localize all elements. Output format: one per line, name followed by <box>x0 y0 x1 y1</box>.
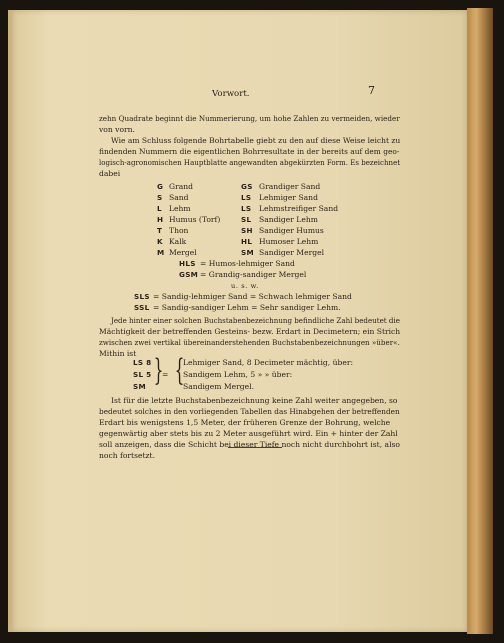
abbrev-code: HL <box>241 237 253 246</box>
section-divider <box>228 447 282 448</box>
page-number: 7 <box>368 84 375 97</box>
abbrev-meaning: Kalk <box>169 237 187 246</box>
compound-meaning: = Humos-lehmiger Sand <box>200 259 295 268</box>
right-brace-glyph: } <box>153 353 164 388</box>
text-line: zwischen zwei vertikal übereinanderstehenden Buchstabenbezeichnungen »über«. <box>99 338 400 347</box>
usw-note: u. s. w. <box>231 282 259 290</box>
equivalence-meaning: = Sandig-sandiger Lehm = Sehr sandiger Lehm. <box>153 303 341 312</box>
book-spine <box>467 8 493 634</box>
text-line: bedeutet solches in den vorliegenden Tabellen das Hinabgehen der betreffenden <box>99 407 400 416</box>
abbrev-meaning: Thon <box>169 226 189 235</box>
abbrev-meaning: Grand <box>169 182 193 191</box>
abbrev-meaning: Lehmstreifiger Sand <box>259 204 339 213</box>
text-line: Jede hinter einer solchen Buchstabenbezeichnung befindliche Zahl bedeutet die <box>111 316 400 325</box>
abbrev-code: SH <box>241 226 253 235</box>
abbrev-meaning: Lehmiger Sand <box>259 193 318 202</box>
text-line: Mithin ist <box>99 349 137 358</box>
compound-meaning: = Grandig-sandiger Mergel <box>200 270 307 279</box>
abbrev-code: GS <box>241 182 253 191</box>
abbrev-meaning: Sandiger Lehm <box>259 215 318 224</box>
equivalence-code: SLS <box>134 292 150 301</box>
abbrev-meaning: Sandiger Mergel <box>259 248 324 257</box>
text-line: von vorn. <box>99 125 135 134</box>
text-line: Ist für die letzte Buchstabenbezeichnung keine Zahl weiter angegeben, so <box>111 396 398 405</box>
abbrev-meaning: Mergel <box>169 248 197 257</box>
abbrev-code: SM <box>241 248 254 257</box>
text-line: Wie am Schluss folgende Bohrtabelle giebt zu den auf diese Weise leicht zu <box>111 136 401 145</box>
abbrev-meaning: Lehm <box>169 204 191 213</box>
abbrev-meaning: Sand <box>169 193 189 202</box>
text-line: zehn Quadrate beginnt die Nummerierung, um hohe Zahlen zu vermeiden, wieder <box>99 114 400 123</box>
abbrev-code: SL <box>241 215 252 224</box>
compound-code: GSM <box>179 270 199 279</box>
abbrev-code: LS <box>241 204 252 213</box>
abbrev-meaning: Humoser Lehm <box>259 237 319 246</box>
text-line: gegenwärtig aber stets bis zu 2 Meter ausgeführt wird. Ein + hinter der Zahl <box>99 429 398 438</box>
abbrev-code: LS <box>241 193 252 202</box>
example-code: LS 8 <box>133 358 152 367</box>
text-line: logisch-agronomischen Hauptblatte angewandten abgekürzten Form. Es bezeichnet <box>99 158 401 167</box>
example-equals: = <box>162 370 169 379</box>
left-brace-glyph: { <box>174 353 185 388</box>
example-code: SM <box>133 382 146 391</box>
equivalence-code: SSL <box>134 303 150 312</box>
abbrev-code: G <box>157 182 164 191</box>
abbrev-meaning: Sandiger Humus <box>259 226 324 235</box>
abbrev-code: M <box>157 248 165 257</box>
abbrev-meaning: Grandiger Sand <box>259 182 321 191</box>
abbrev-code: H <box>157 215 164 224</box>
running-head: Vorwort. <box>212 89 250 99</box>
compound-code: HLS <box>179 259 196 268</box>
text-line: findenden Nummern die eigentlichen Bohrresultate in der bereits auf dem geo- <box>99 147 400 156</box>
abbrev-meaning: Humus (Torf) <box>169 215 221 224</box>
text-line: dabei <box>99 169 121 178</box>
text-line: Mächtigkeit der betreffenden Gesteins- bezw. Erdart in Decimetern; ein Strich <box>99 327 401 336</box>
abbrev-code: L <box>157 204 162 213</box>
abbrev-code: S <box>157 193 163 202</box>
text-line: noch fortsetzt. <box>99 451 155 460</box>
example-meaning: Sandigem Lehm, 5 » » über: <box>183 370 293 379</box>
example-meaning: Sandigem Mergel. <box>183 382 254 391</box>
example-code: SL 5 <box>133 370 152 379</box>
text-line: Erdart bis wenigstens 1,5 Meter, der früheren Grenze der Bohrung, welche <box>99 418 391 427</box>
abbrev-code: K <box>157 237 163 246</box>
text-line: soll anzeigen, dass die Schicht bei dieser Tiefe noch nicht durchbohrt ist, also <box>99 440 400 449</box>
equivalence-meaning: = Sandig-lehmiger Sand = Schwach lehmiger Sand <box>153 292 352 301</box>
book-page <box>12 10 467 632</box>
example-meaning: Lehmiger Sand, 8 Decimeter mächtig, über: <box>183 358 354 367</box>
abbrev-code: T <box>157 226 163 235</box>
